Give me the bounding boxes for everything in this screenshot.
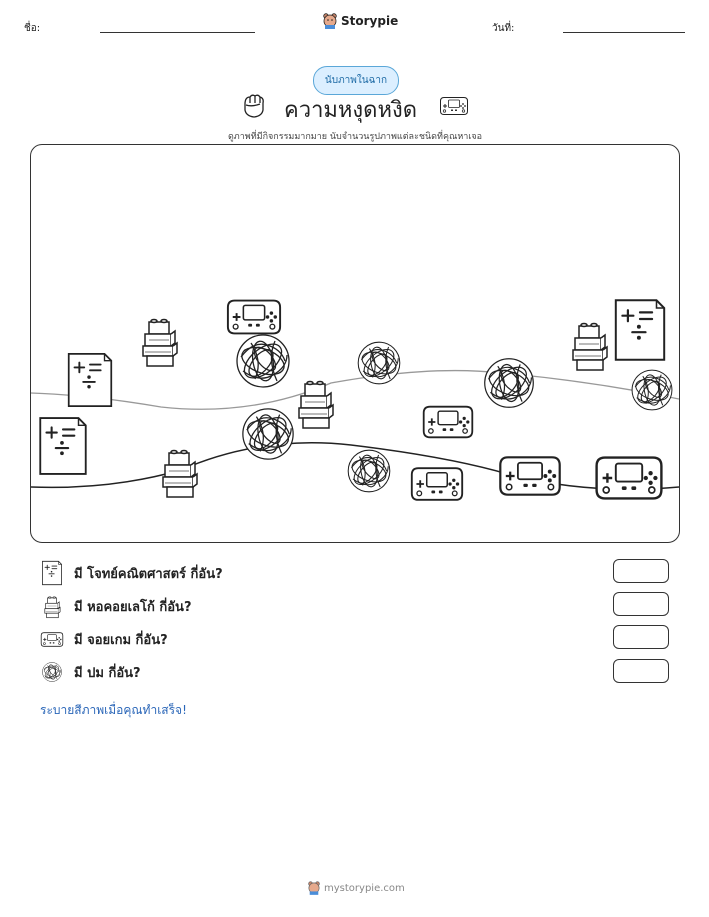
lego-tower-3 <box>163 451 197 498</box>
math-worksheet-icon <box>40 561 64 585</box>
search-scene <box>30 144 680 543</box>
question-tangle-text: มี ปม กี่อัน? <box>74 665 141 681</box>
answer-box-controller[interactable] <box>613 625 669 649</box>
bear-icon <box>323 13 337 29</box>
fist-icon <box>240 92 266 120</box>
footer-brand <box>308 881 405 895</box>
page-title: ความหงุดหงิด <box>284 98 417 123</box>
date-line[interactable] <box>563 32 685 33</box>
activity-badge: นับภาพในฉาก <box>313 66 399 95</box>
tangle-5 <box>243 409 293 459</box>
footer-bear-icon <box>308 881 320 895</box>
math-worksheet-1 <box>69 354 112 406</box>
answer-box-math[interactable] <box>613 559 669 583</box>
brand-logo <box>323 13 398 29</box>
question-row-math <box>40 561 223 585</box>
game-controller-1 <box>228 301 280 334</box>
tangle-3 <box>485 359 534 408</box>
game-controller-3 <box>412 468 462 500</box>
tangle-6 <box>348 450 390 492</box>
lego-tower-2 <box>299 382 333 429</box>
tangle-icon <box>40 660 64 684</box>
tangle-4 <box>632 370 672 410</box>
lego-tower-icon <box>40 594 64 618</box>
scene-illustration <box>31 145 679 542</box>
math-worksheet-2 <box>40 418 85 474</box>
question-math-text: มี โจทย์คณิตศาสตร์ กี่อัน? <box>74 566 223 582</box>
brand-name: Storypie <box>341 14 399 28</box>
math-worksheet-3 <box>616 300 664 359</box>
tangle-2 <box>358 342 400 384</box>
color-instruction: ระบายสีภาพเมื่อคุณทำเสร็จ! <box>40 703 187 717</box>
name-label: ชื่อ: <box>24 23 41 34</box>
question-row-lego <box>40 594 192 618</box>
name-line[interactable] <box>100 32 255 33</box>
question-controller-text: มี จอยเกม กี่อัน? <box>74 632 168 648</box>
instructions: ดูภาพที่มีกิจกรรมมากมาย นับจำนวนรูปภาพแต่ละชนิดที่คุณหาเจอ <box>227 132 483 142</box>
date-label: วันที่: <box>492 23 515 34</box>
footer-url[interactable]: mystorypie.com <box>324 882 405 894</box>
tangle-1 <box>237 335 289 387</box>
answer-box-tangle[interactable] <box>613 659 669 683</box>
game-controller-5 <box>597 458 662 499</box>
background-hill-line <box>31 371 679 410</box>
lego-tower-1 <box>143 320 177 367</box>
title-controller-icon <box>439 96 469 116</box>
question-row-controller <box>40 627 168 651</box>
game-controller-2 <box>424 407 473 438</box>
lego-tower-4 <box>573 324 607 371</box>
question-row-tangle <box>40 660 141 684</box>
question-lego-text: มี หอคอยเลโก้ กี่อัน? <box>74 599 192 615</box>
answer-box-lego[interactable] <box>613 592 669 616</box>
game-controller-icon <box>40 627 64 651</box>
game-controller-4 <box>500 457 559 494</box>
